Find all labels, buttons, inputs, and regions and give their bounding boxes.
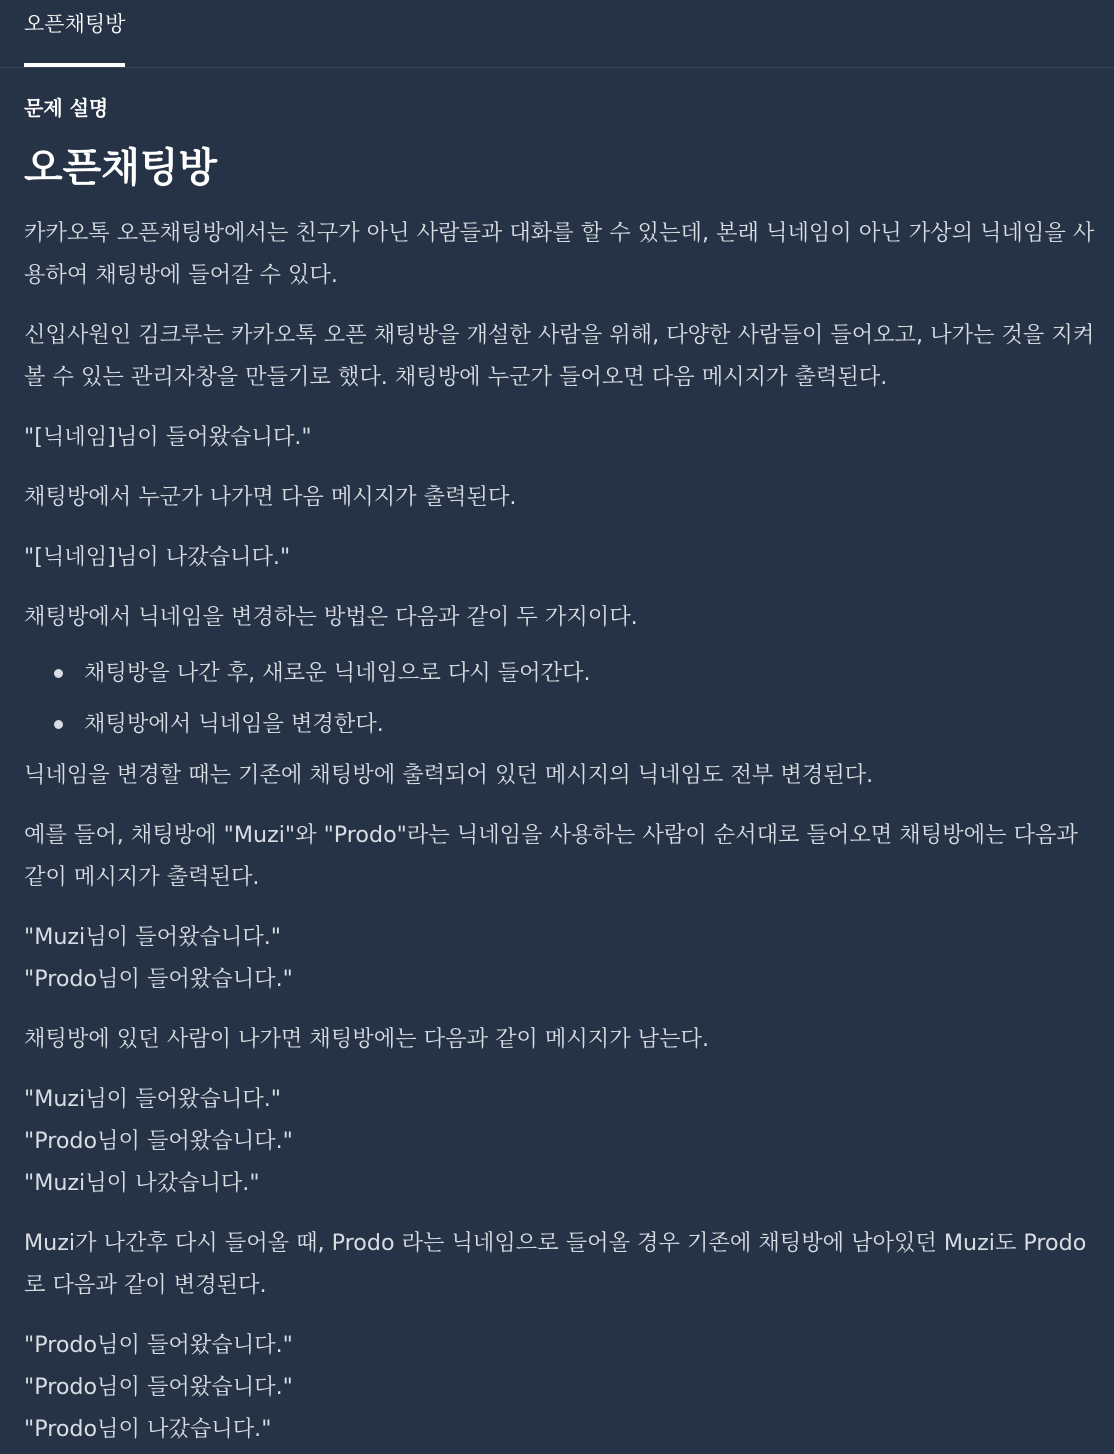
example-messages-1 — [24, 916, 1100, 1000]
tab-active-indicator — [24, 63, 125, 67]
list-item — [84, 652, 1100, 694]
tab-problem[interactable] — [24, 0, 125, 67]
paragraph-nickname-change: 닉네임을 변경할 때는 기존에 채팅방에 출력되어 있던 메시지의 닉네임도 전부 변경된다. — [24, 762, 874, 788]
bullet-icon — [54, 669, 63, 678]
tab-label: 오픈채팅방 — [24, 12, 126, 36]
list-item-text: 채팅방에서 닉네임을 변경한다. — [84, 711, 384, 737]
message-enter-format: "[닉네임]님이 들어왔습니다." — [24, 424, 312, 450]
example-messages-2 — [24, 1078, 1100, 1204]
list-item-text: 채팅방을 나간 후, 새로운 닉네임으로 다시 들어간다. — [84, 660, 591, 686]
problem-title: 오픈채팅방 — [24, 145, 218, 191]
message-line: "Muzi님이 들어왔습니다." — [24, 924, 281, 950]
tab-bar — [0, 0, 1114, 68]
message-line: "Prodo님이 나갔습니다." — [24, 1416, 272, 1442]
paragraph-rejoin: Muzi가 나간후 다시 들어올 때, Prodo 라는 닉네임으로 들어올 경우 기존에 채팅방에 남아있던 Muzi도 Prodo로 다음과 같이 변경된다. — [24, 1230, 1087, 1298]
problem-content — [0, 94, 1114, 1450]
message-line: "Prodo님이 들어왔습니다." — [24, 1374, 293, 1400]
message-line: "Muzi님이 들어왔습니다." — [24, 1086, 281, 1112]
paragraph-leave-example: 채팅방에 있던 사람이 나가면 채팅방에는 다음과 같이 메시지가 남는다. — [24, 1026, 710, 1052]
paragraph-example: 예를 들어, 채팅방에 "Muzi"와 "Prodo"라는 닉네임을 사용하는 사람이 순서대로 들어오면 채팅방에는 다음과 같이 메시지가 출력된다. — [24, 822, 1078, 890]
message-line: "Muzi님이 나갔습니다." — [24, 1170, 260, 1196]
paragraph-leave: 채팅방에서 누군가 나가면 다음 메시지가 출력된다. — [24, 484, 517, 510]
list-item — [84, 703, 1100, 745]
message-line: "Prodo님이 들어왔습니다." — [24, 1332, 293, 1358]
message-leave-format: "[닉네임]님이 나갔습니다." — [24, 544, 291, 570]
bullet-icon — [54, 720, 63, 729]
message-line: "Prodo님이 들어왔습니다." — [24, 966, 293, 992]
section-label: 문제 설명 — [24, 96, 109, 120]
example-messages-3 — [24, 1324, 1100, 1450]
message-line: "Prodo님이 들어왔습니다." — [24, 1128, 293, 1154]
change-methods-list — [24, 652, 1100, 745]
paragraph-change-methods: 채팅방에서 닉네임을 변경하는 방법은 다음과 같이 두 가지이다. — [24, 604, 638, 630]
paragraph-admin: 신입사원인 김크루는 카카오톡 오픈 채팅방을 개설한 사람을 위해, 다양한 사람들이 들어오고, 나가는 것을 지켜볼 수 있는 관리자창을 만들기로 했다. 채팅방에 누군가 들어오면 다음 메시지가 출력된다. — [24, 322, 1095, 390]
paragraph-intro: 카카오톡 오픈채팅방에서는 친구가 아닌 사람들과 대화를 할 수 있는데, 본래 닉네임이 아닌 가상의 닉네임을 사용하여 채팅방에 들어갈 수 있다. — [24, 220, 1095, 288]
